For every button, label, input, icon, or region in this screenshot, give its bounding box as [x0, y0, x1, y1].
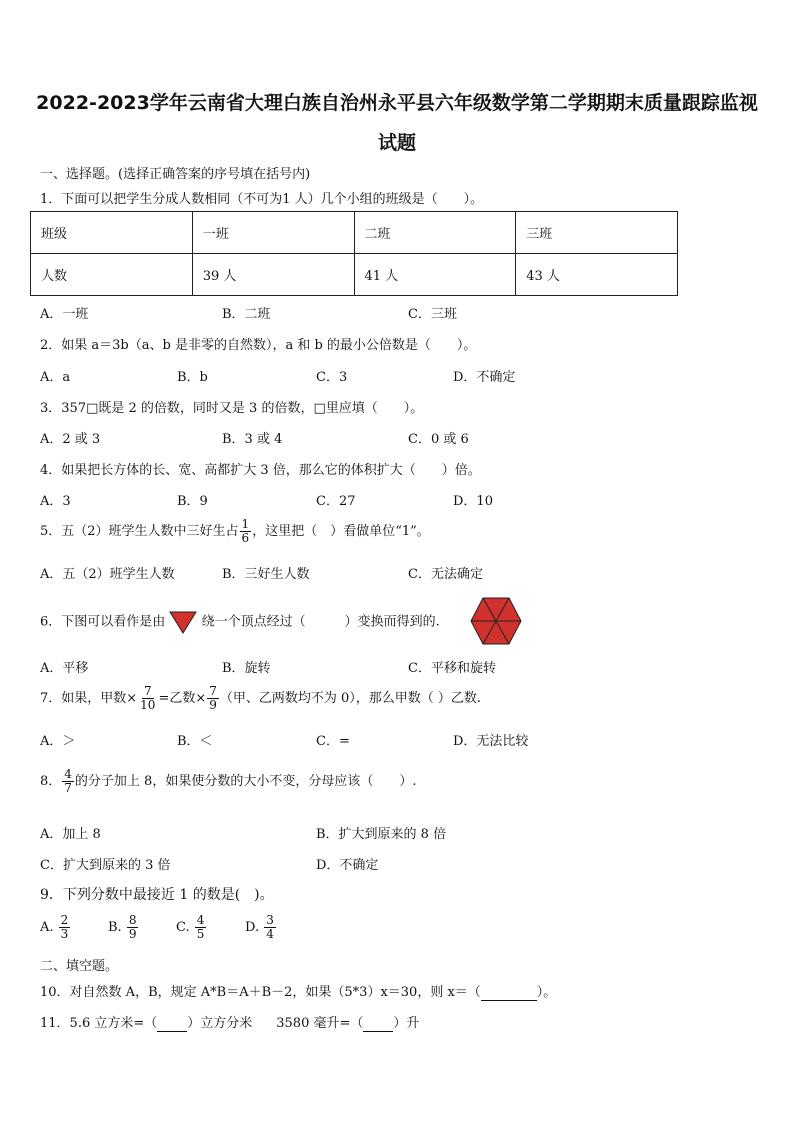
option: A．平移 [40, 661, 89, 676]
question-1-text: 1．下面可以把学生分成人数相同（不可为1 人）几个小组的班级是（ ）。 [40, 192, 484, 207]
fraction-numerator: 2 [60, 913, 69, 927]
option: C．无法确定 [408, 567, 483, 582]
option: D．10 [453, 494, 493, 509]
option [40, 914, 71, 941]
option: C．扩大到原来的 3 倍 [40, 858, 171, 873]
option: D．不确定 [453, 370, 516, 385]
option: A．五（2）班学生人数 [40, 567, 175, 582]
triangle-shape-icon [169, 610, 197, 634]
question-7-prefix: 7．如果，甲数× [40, 691, 138, 706]
question-10-suffix: ）。 [536, 985, 557, 1000]
fraction-numerator: 4 [64, 767, 72, 781]
hexagon-figure-icon [470, 597, 522, 645]
question-7-middle: =乙数× [158, 691, 207, 706]
fraction-numerator: 3 [266, 913, 274, 927]
table-cell: 39 人 [192, 254, 354, 296]
fraction [62, 768, 74, 795]
fraction [127, 914, 139, 941]
fraction [264, 914, 276, 941]
question-5-text [40, 518, 430, 545]
answer-blank[interactable] [157, 1016, 187, 1032]
option: A．＞ [40, 734, 76, 749]
fraction-denominator: 7 [64, 781, 72, 795]
option: D．无法比较 [453, 734, 529, 749]
table-cell: 人数 [31, 254, 193, 296]
fraction-numerator: 4 [196, 913, 205, 927]
question-3-text: 3．357□既是 2 的倍数，同时又是 3 的倍数，□里应填（ ）。 [40, 401, 424, 416]
option: A．3 [40, 494, 71, 509]
answer-blank[interactable] [363, 1016, 393, 1032]
option [108, 914, 139, 941]
option: C．3 [316, 370, 348, 385]
question-11a-suffix: ）立方分米 [187, 1016, 253, 1031]
question-8-prefix: 8． [40, 774, 62, 789]
class-size-table [30, 211, 678, 296]
option: B．b [177, 370, 208, 385]
option-label: D. [245, 920, 260, 935]
option: B．旋转 [222, 661, 271, 676]
option: C．27 [316, 494, 356, 509]
fraction [138, 685, 157, 712]
fraction-denominator: 6 [241, 531, 250, 545]
question-11b-suffix: ）升 [393, 1016, 420, 1031]
question-7-text [40, 685, 481, 712]
fraction-denominator: 3 [60, 927, 69, 941]
option: A．a [40, 370, 71, 385]
question-11b-prefix: 3580 毫升=（ [276, 1016, 364, 1031]
fraction-numerator: 8 [128, 913, 137, 927]
option: B．二班 [222, 307, 271, 322]
question-10-prefix: 10．对自然数 A，B，规定 A*B＝A＋B－2，如果（5*3）x＝30，则 x＝（ [40, 985, 481, 1000]
option: A．2 或 3 [40, 432, 101, 447]
option [176, 914, 207, 941]
exam-title-line1: 2022-2023学年云南省大理白族自治州永平县六年级数学第二学期期末质量跟踪监视 [36, 92, 758, 114]
option: C．三班 [408, 307, 457, 322]
exam-title-line2: 试题 [377, 132, 416, 154]
table-cell: 41 人 [354, 254, 516, 296]
fraction [240, 518, 252, 545]
table-cell: 班级 [31, 212, 193, 254]
question-6-suffix: 绕一个顶点经过（ ）变换而得到的. [201, 614, 440, 630]
answer-blank[interactable] [481, 985, 537, 1001]
section-heading-fill: 二、填空题。 [40, 959, 119, 974]
question-5-suffix: ，这里把（ ）看做单位“1”。 [252, 524, 430, 539]
option-label: B. [108, 920, 122, 935]
table-cell: 一班 [192, 212, 354, 254]
table-row [31, 212, 678, 254]
table-cell: 二班 [354, 212, 516, 254]
option-label: C. [176, 920, 190, 935]
fraction-numerator: 1 [241, 517, 250, 531]
fraction [195, 914, 207, 941]
fraction-denominator: 5 [196, 927, 205, 941]
table-cell: 43 人 [516, 254, 678, 296]
fraction-denominator: 10 [140, 698, 156, 712]
fraction-numerator: 7 [143, 684, 152, 698]
option: C．0 或 6 [408, 432, 469, 447]
fraction-denominator: 9 [128, 927, 137, 941]
question-9-text: 9．下列分数中最接近 1 的数是( )。 [40, 887, 274, 903]
table-cell: 三班 [516, 212, 678, 254]
question-6-prefix: 6．下图可以看作是由 [40, 614, 166, 630]
option: C．平移和旋转 [408, 661, 496, 676]
question-7-suffix: （甲、乙两数均不为 0），那么甲数（ ）乙数. [219, 691, 482, 706]
question-5-prefix: 5．五（2）班学生人数中三好生占 [40, 524, 239, 539]
option: D．不确定 [316, 858, 379, 873]
option-label: A. [40, 920, 54, 935]
option [245, 914, 277, 941]
fraction-denominator: 9 [209, 698, 217, 712]
option: C．= [316, 734, 350, 749]
option: A．一班 [40, 307, 89, 322]
option: B．三好生人数 [222, 567, 310, 582]
table-row [31, 254, 678, 296]
fraction-denominator: 4 [266, 927, 274, 941]
question-8-text [40, 768, 416, 795]
option: B．＜ [177, 734, 213, 749]
option: B．9 [177, 494, 208, 509]
question-11-text [40, 1012, 419, 1032]
fraction [59, 914, 71, 941]
question-4-text: 4．如果把长方体的长、宽、高都扩大 3 倍，那么它的体积扩大（ ）倍。 [40, 463, 481, 478]
question-6-text [40, 610, 440, 634]
question-11a-prefix: 11．5.6 立方米=（ [40, 1016, 158, 1031]
fraction [207, 685, 219, 712]
section-heading-choice: 一、选择题。(选择正确答案的序号填在括号内) [40, 167, 311, 182]
question-2-text: 2．如果 a＝3b（a、b 是非零的自然数），a 和 b 的最小公倍数是（ ）。 [40, 338, 477, 353]
option: A．加上 8 [40, 827, 101, 842]
fraction-numerator: 7 [209, 684, 217, 698]
question-8-suffix: 的分子加上 8，如果使分数的大小不变，分母应该（ ）. [74, 774, 417, 789]
option: B．3 或 4 [222, 432, 283, 447]
option: B．扩大到原来的 8 倍 [316, 827, 447, 842]
question-10-text [40, 981, 556, 1001]
